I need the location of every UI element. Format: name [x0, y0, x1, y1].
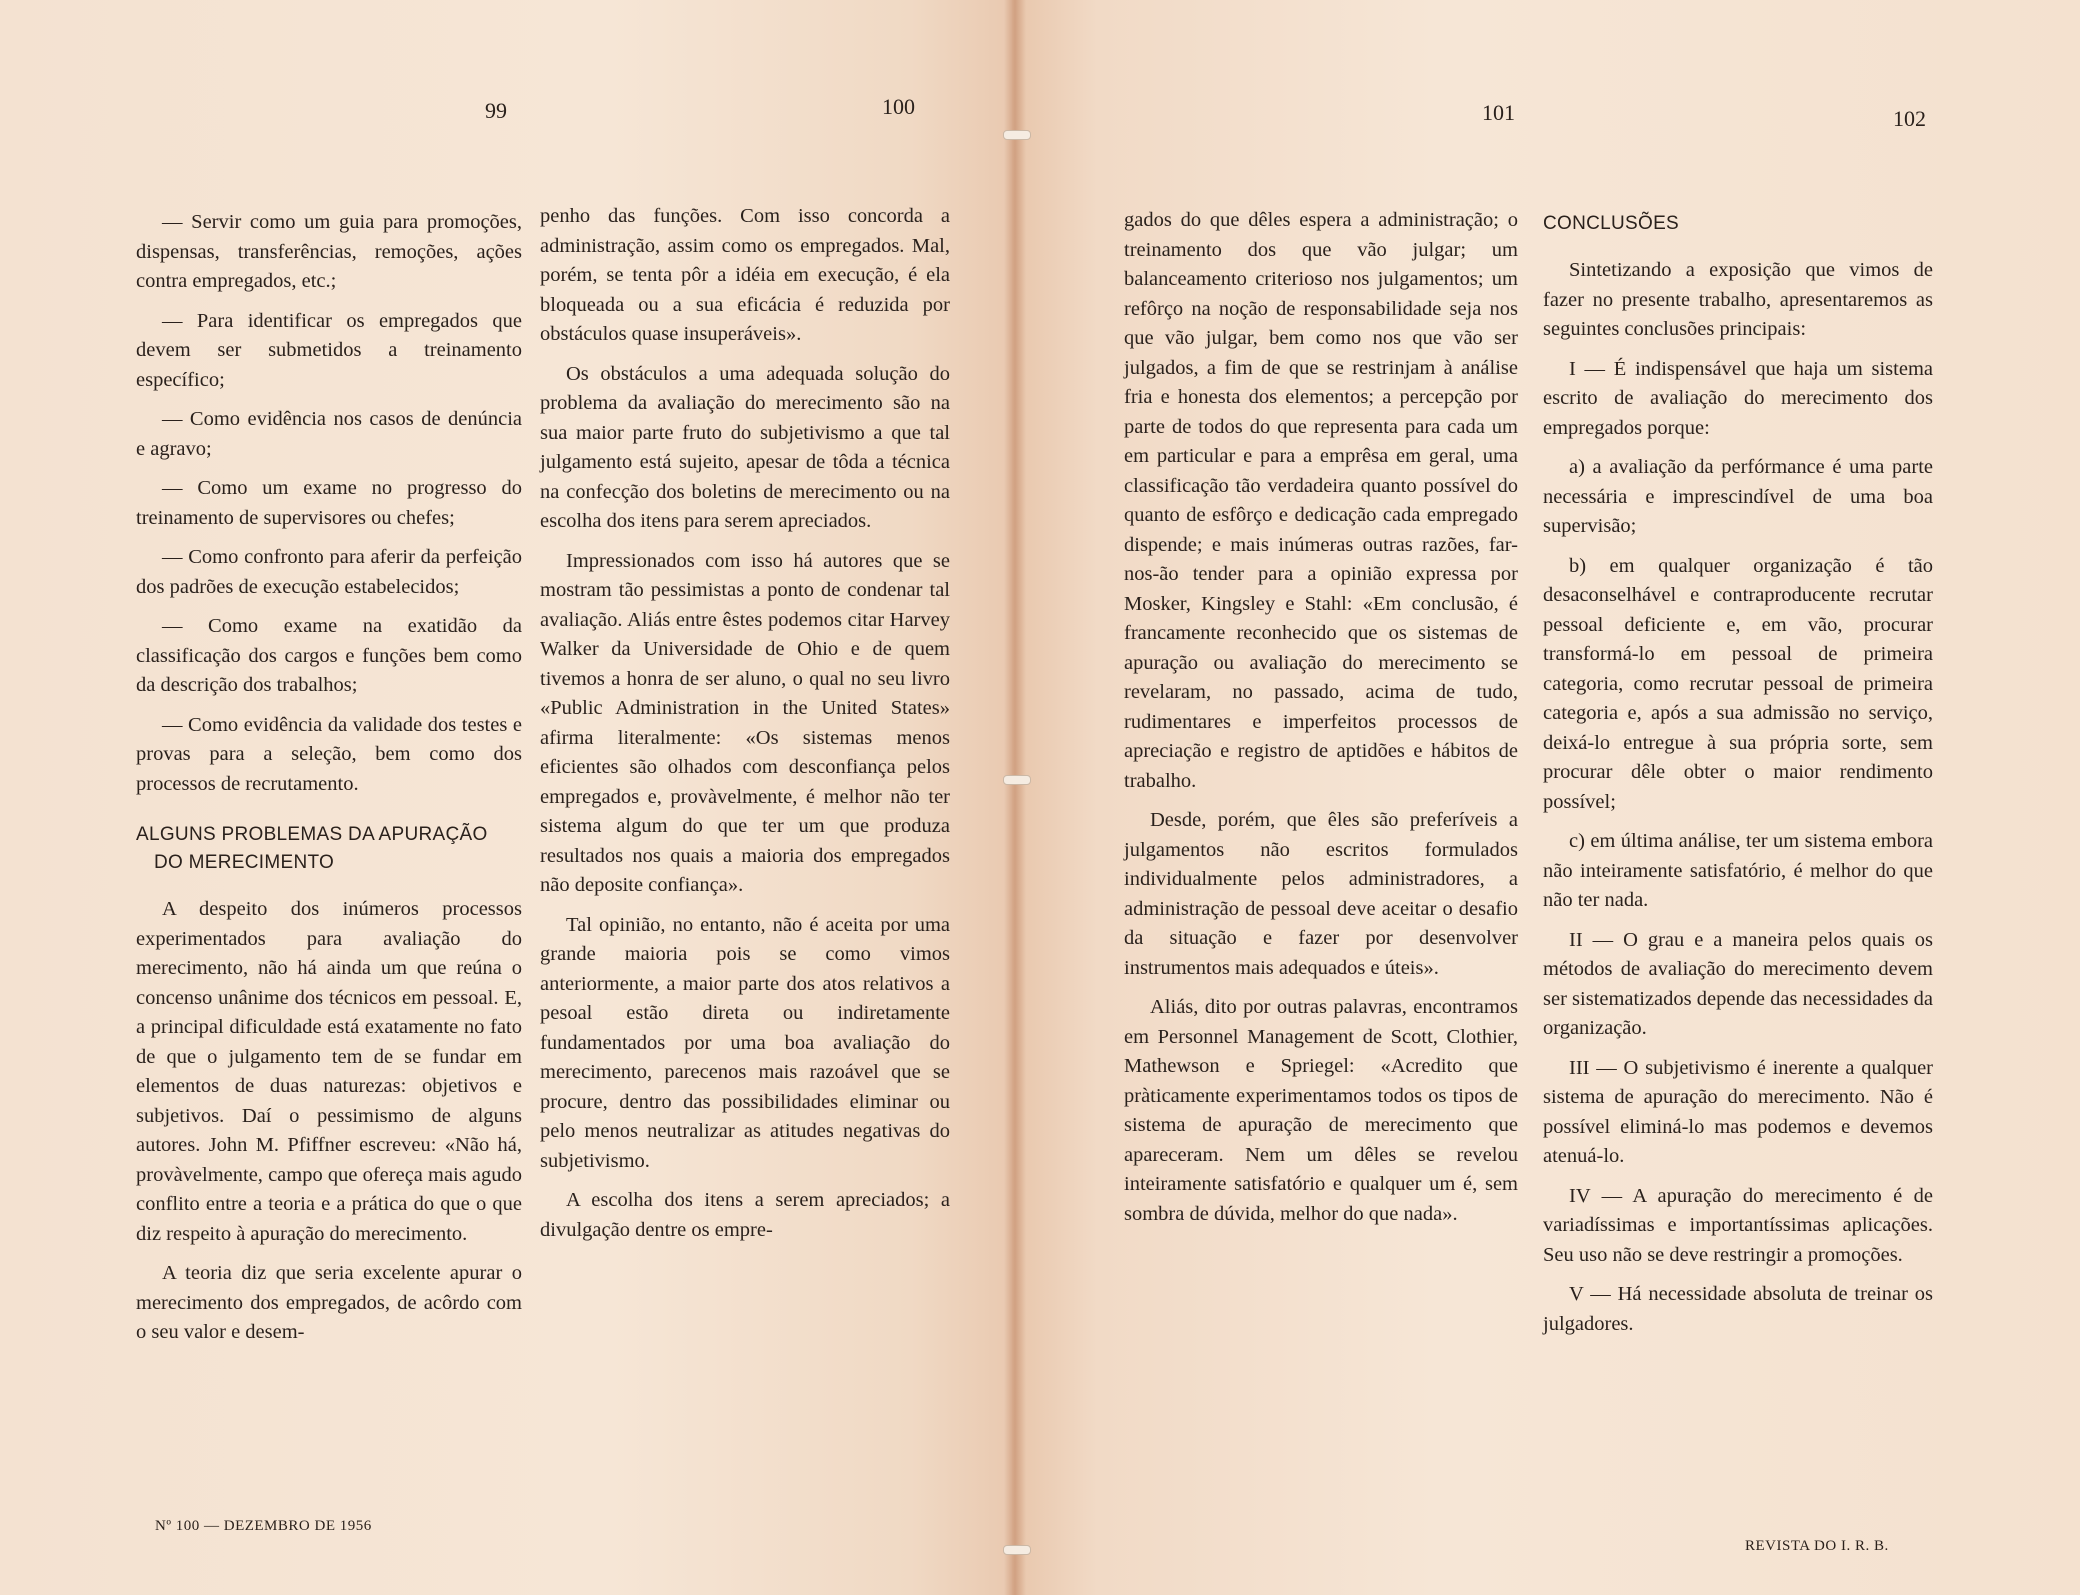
list-item: — Como confronto para aferir da perfeição dos padrões de execução estabelecidos;	[136, 546, 522, 598]
list-item: — Para identificar os empregados que devem ser submetidos a treinamento específico;	[136, 309, 522, 391]
paragraph: b) em qualquer organização é tão desaconselhável e contraproducente recrutar pessoal deficiente e, em vão, procurar transformá-lo em pessoal de primeira categoria, como recrutar pessoal de primeira categoria e, após a sua admissão no serviço, deixá-lo entregue à sua própria sorte, sem procurar dêle obter o maior rendimento possível;	[1543, 554, 1933, 813]
paragraph: Aliás, dito por outras palavras, encontramos em Personnel Management de Scott, Clothier, Mathewson e Spriegel: «Acredito que pràticamente experimentamos todos os tipos de sistema de apuração de merecimento que apareceram. Nem um dêles se revelou inteiramente satisfatório e qualquer um é, sem sombra de dúvida, melhor do que nada».	[1124, 996, 1518, 1225]
paragraph: A despeito dos inúmeros processos experimentados para avaliação do merecimento, não há ainda um que reúna o concenso unânime dos técnicos em pessoal. E, a principal dificuldade está exatamente no fato de que o julgamento tem de se fundar em elementos de duas naturezas: objetivos e subjetivos. Daí o pessimismo de alguns autores. John M. Pfiffner escreveu: «Não há, provàvelmente, campo que ofereça mais agudo conflito entre a teoria e a prática do que o que diz respeito à apuração do merecimento.	[136, 898, 522, 1245]
paragraph: A escolha dos itens a serem apreciados; a divulgação dentre os empre-	[540, 1189, 950, 1241]
binding-stitch	[1003, 775, 1031, 785]
paragraph: I — É indispensável que haja um sistema escrito de avaliação do merecimento dos empregados porque:	[1543, 357, 1933, 439]
paragraph: gados do que dêles espera a administração; o treinamento dos que vão julgar; um balanceamento criterioso nos julgamentos; um refôrço na noção de responsabilidade seja nos que vão julgar, bem como nos que vão ser julgados, a fim de que se restrinjam à análise fria e honesta dos elementos; a percepção por parte de todos do que representa para cada um em particular e para a emprêsa em geral, uma classificação tão verdadeira quanto possível do quanto de esfôrço e dedicação cada empregado dispende; e mais inúmeras outras razões, far-nos-ão tender para a opinião expressa por Mosker, Kingsley e Stahl: «Em conclusão, é francamente reconhecido que os sistemas de apuração ou avaliação do merecimento se revelaram, no passado, acima de tudo, rudimentares e imperfeitos processos de apreciação e registro de aptidões e hábitos de trabalho.	[1124, 209, 1518, 792]
paragraph: A teoria diz que seria excelente apurar o merecimento dos empregados, de acôrdo com o seu valor e desem-	[136, 1262, 522, 1343]
book-gutter	[1004, 0, 1026, 1595]
paragraph: Sintetizando a exposição que vimos de fazer no presente trabalho, apresentaremos as seguintes conclusões principais:	[1543, 259, 1933, 340]
page-number-102: 102	[1893, 106, 1926, 131]
page-102-column	[1543, 206, 1933, 1349]
section-heading	[136, 821, 522, 877]
list-item: — Como exame na exatidão da classificação dos cargos e funções bem como da descrição dos trabalhos;	[136, 615, 522, 696]
list-item: — Servir como um guia para promoções, dispensas, transferências, remoções, ações contra empregados, etc.;	[136, 211, 522, 292]
page-footer: Nº 100 — DEZEMBRO DE 1956	[155, 1518, 372, 1534]
paragraph: II — O grau e a maneira pelos quais os métodos de avaliação do merecimento devem ser sistematizados depende das necessidades da organização.	[1543, 928, 1933, 1039]
paragraph: V — Há necessidade absoluta de treinar os julgadores.	[1543, 1283, 1933, 1335]
paragraph: Os obstáculos a uma adequada solução do problema da avaliação do merecimento são na sua maior parte fruto do subjetivismo a que tal julgamento está sujeito, apesar de tôda a técnica na confecção dos boletins de merecimento ou na escolha dos itens para serem apreciados.	[540, 362, 950, 532]
page-101-column	[1124, 206, 1518, 1239]
paragraph: III — O subjetivismo é inerente a qualquer sistema de apuração do merecimento. Não é possível eliminá-lo mas podemos e devemos atenuá-lo.	[1543, 1056, 1933, 1167]
paragraph: Tal opinião, no entanto, não é aceita por uma grande maioria pois se como vimos anteriormente, a maior parte dos atos relativos a pesoal estão direta ou indiretamente fundamentados por uma boa avaliação do merecimento, parecenos mais razoável que se procure, dentro das possibilidades eliminar ou pelo menos neutralizar as atitudes negativas do subjetivismo.	[540, 913, 950, 1172]
page-99-column	[136, 208, 522, 1358]
page-number-100: 100	[882, 94, 915, 119]
conclusions-heading: CONCLUSÕES	[1543, 213, 1680, 234]
list-item: — Como evidência da validade dos testes e provas para a seleção, bem como dos processos de recrutamento.	[136, 713, 522, 795]
page-number-101: 101	[1482, 100, 1515, 125]
page-100-column	[540, 202, 950, 1255]
journal-footer: REVISTA DO I. R. B.	[1745, 1538, 1889, 1554]
paragraph: c) em última análise, ter um sistema embora não inteiramente satisfatório, é melhor do que não ter nada.	[1543, 830, 1933, 911]
binding-stitch	[1003, 130, 1031, 140]
heading-line: DO MERECIMENTO	[154, 852, 335, 873]
list-item: — Como evidência nos casos de denúncia e agravo;	[136, 408, 522, 460]
paragraph: penho das funções. Com isso concorda a administração, assim como os empregados. Mal, porém, se tenta pôr a idéia em execução, é ela bloqueada ou a sua eficácia é reduzida por obstáculos quase insuperáveis».	[540, 205, 950, 345]
paragraph: Desde, porém, que êles são preferíveis a julgamentos não escritos formulados individualmente pelos administradores, a administração de pessoal deve aceitar o desafio da situação e fazer por desenvolver instrumentos mais adequados e úteis».	[1124, 809, 1518, 979]
paragraph: IV — A apuração do merecimento é de variadíssimas e importantíssimas aplicações. Seu uso não se deve restringir a promoções.	[1543, 1184, 1933, 1266]
heading-line: ALGUNS PROBLEMAS DA APURAÇÃO	[136, 824, 488, 845]
page-number-99: 99	[485, 98, 507, 123]
list-item: — Como um exame no progresso do treinamento de supervisores ou chefes;	[136, 477, 522, 529]
paragraph: a) a avaliação da perfórmance é uma parte necessária e imprescindível de uma boa supervisão;	[1543, 456, 1933, 537]
binding-stitch	[1003, 1545, 1031, 1555]
paragraph: Impressionados com isso há autores que se mostram tão pessimistas a ponto de condenar tal avaliação. Aliás entre êstes podemos citar Harvey Walker da Universidade de Ohio e de quem tivemos a honra de ser aluno, o qual no seu livro «Public Administration in the United States» afirma literalmente: «Os sistemas menos eficientes são olhados com desconfiança pelos empregados e, provàvelmente, é melhor não ter sistema algum do que ter um que produza resultados nos quais a maioria dos empregados não deposite confiança».	[540, 549, 950, 896]
